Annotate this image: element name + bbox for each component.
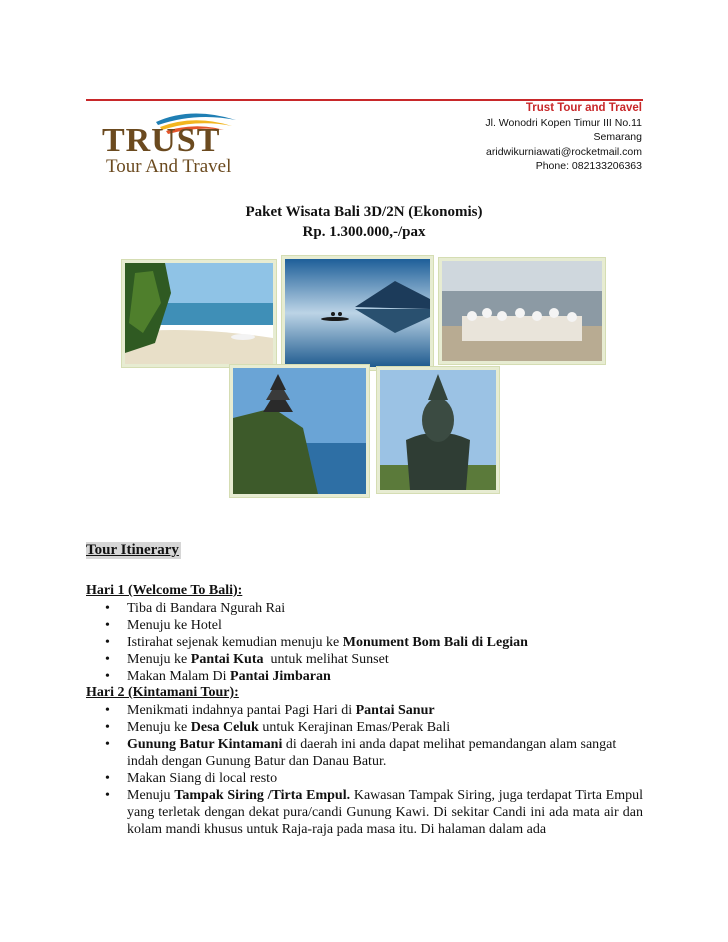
day1-list xyxy=(86,600,643,685)
day1-title: Hari 1 (Welcome To Bali): xyxy=(86,583,243,598)
cliff-temple-photo xyxy=(233,368,366,494)
company-logo xyxy=(96,108,246,178)
lake-canoe-photo xyxy=(285,259,430,367)
company-name: Trust Tour and Travel xyxy=(525,102,642,114)
phone-line: Phone: 082133206363 xyxy=(535,160,642,172)
statue-photo xyxy=(380,370,496,490)
package-title-block xyxy=(0,202,728,242)
beach-photo xyxy=(125,263,273,364)
itinerary-heading: Tour Itinerary xyxy=(86,542,179,558)
logo-tagline: Tour And Travel xyxy=(106,156,232,177)
list-item: • Menuju ke Hotel xyxy=(86,617,643,634)
list-item: • Makan Siang di local resto xyxy=(86,770,643,787)
list-item: • Menuju Tampak Siring /Tirta Empul. Kawasan Tampak Siring, juga terdapat Tirta Empul yang terletak dengan dekat pura/candi Gunung Kawi. Di sekitar Candi ini ada mata air dan kolam mandi khusus untuk Raja-raja pada masa itu. Di halaman dalam ada xyxy=(86,787,643,838)
contact-block xyxy=(485,101,642,174)
list-item: • Gunung Batur Kintamani di daerah ini anda dapat melihat pemandangan alam sangat indah dengan Gunung Batur dan Danau Batur. xyxy=(86,736,643,770)
email-line[interactable]: aridwikurniawati@rocketmail.com xyxy=(486,145,642,158)
seaside-dinner-photo xyxy=(442,261,602,361)
list-item: • Menikmati indahnya pantai Pagi Hari di Pantai Sanur xyxy=(86,702,643,719)
package-price: Rp. 1.300.000,-/pax xyxy=(302,224,426,240)
day2-list xyxy=(86,702,643,838)
list-item: • Tiba di Bandara Ngurah Rai xyxy=(86,600,643,617)
day2-title: Hari 2 (Kintamani Tour): xyxy=(86,685,239,700)
package-title: Paket Wisata Bali 3D/2N (Ekonomis) xyxy=(245,204,483,220)
list-item: • Menuju ke Pantai Kuta untuk melihat Sunset xyxy=(86,651,643,668)
address-line: Jl. Wonodri Kopen Timur III No.11 xyxy=(485,116,642,129)
logo-word: TRUST xyxy=(102,122,221,159)
list-item: • Makan Malam Di Pantai Jimbaran xyxy=(86,668,643,685)
city-line: Semarang xyxy=(593,131,642,143)
list-item: • Menuju ke Desa Celuk untuk Kerajinan Emas/Perak Bali xyxy=(86,719,643,736)
list-item: • Istirahat sejenak kemudian menuju ke Monument Bom Bali di Legian xyxy=(86,634,643,651)
